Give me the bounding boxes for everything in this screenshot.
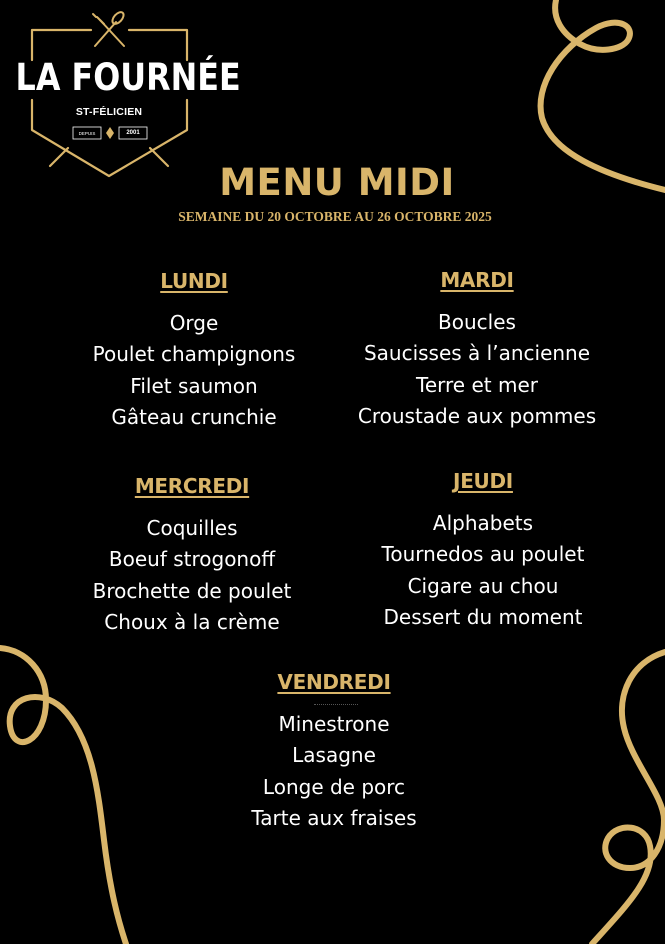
day-name: JEUDI [453, 469, 513, 493]
day-name: MERCREDI [134, 474, 250, 498]
dish-item: Choux à la crème [104, 609, 280, 634]
dish-item: Terre et mer [416, 372, 538, 397]
dish-item: Croustade aux pommes [357, 403, 597, 428]
dish-item: Coquilles [146, 516, 238, 540]
day-section-jeudi [353, 469, 613, 633]
dish-item: Minestrone [278, 712, 390, 736]
day-section-mardi [347, 268, 607, 432]
diamond-icon [106, 127, 114, 139]
day-name: VENDREDI [277, 670, 391, 694]
menu-title: MENU MIDI [219, 161, 455, 204]
day-section-lundi [64, 269, 324, 433]
brand-since-label: DEPUIS [78, 131, 96, 136]
dish-item: Alphabets [432, 511, 534, 535]
dish-item: Tournedos au poulet [381, 542, 585, 567]
brand-logo [0, 0, 241, 185]
day-section-vendredi [204, 670, 464, 834]
day-name: LUNDI [160, 269, 228, 293]
dish-item: Cigare au chou [407, 573, 559, 598]
dish-item: Poulet champignons [92, 342, 296, 367]
dish-item: Filet saumon [130, 373, 258, 398]
dish-item: Tarte aux fraises [251, 805, 417, 830]
dish-item: Dessert du moment [383, 604, 583, 629]
dish-item: Lasagne [292, 743, 376, 768]
menu-subtitle: SEMAINE DU 20 OCTOBRE AU 26 OCTOBRE 2025 [178, 209, 492, 224]
right-swirl [592, 652, 665, 944]
dish-item: Gâteau crunchie [111, 404, 277, 429]
brand-city: ST-FÉLICIEN [75, 106, 143, 118]
dish-item: Orge [169, 311, 219, 335]
brand-since-year: 2001 [126, 130, 140, 136]
day-name: MARDI [440, 268, 514, 292]
day-section-mercredi [62, 474, 322, 638]
dish-item: Boeuf strogonoff [108, 547, 276, 572]
dish-item: Longe de porc [262, 774, 406, 799]
dish-item: Brochette de poulet [92, 578, 292, 603]
brand-name: LA FOURNÉE [15, 56, 241, 99]
left-swirl [0, 648, 126, 944]
whisk-icon [93, 10, 126, 46]
dish-item: Saucisses à l’ancienne [363, 341, 591, 366]
dish-item: Boucles [438, 310, 516, 334]
